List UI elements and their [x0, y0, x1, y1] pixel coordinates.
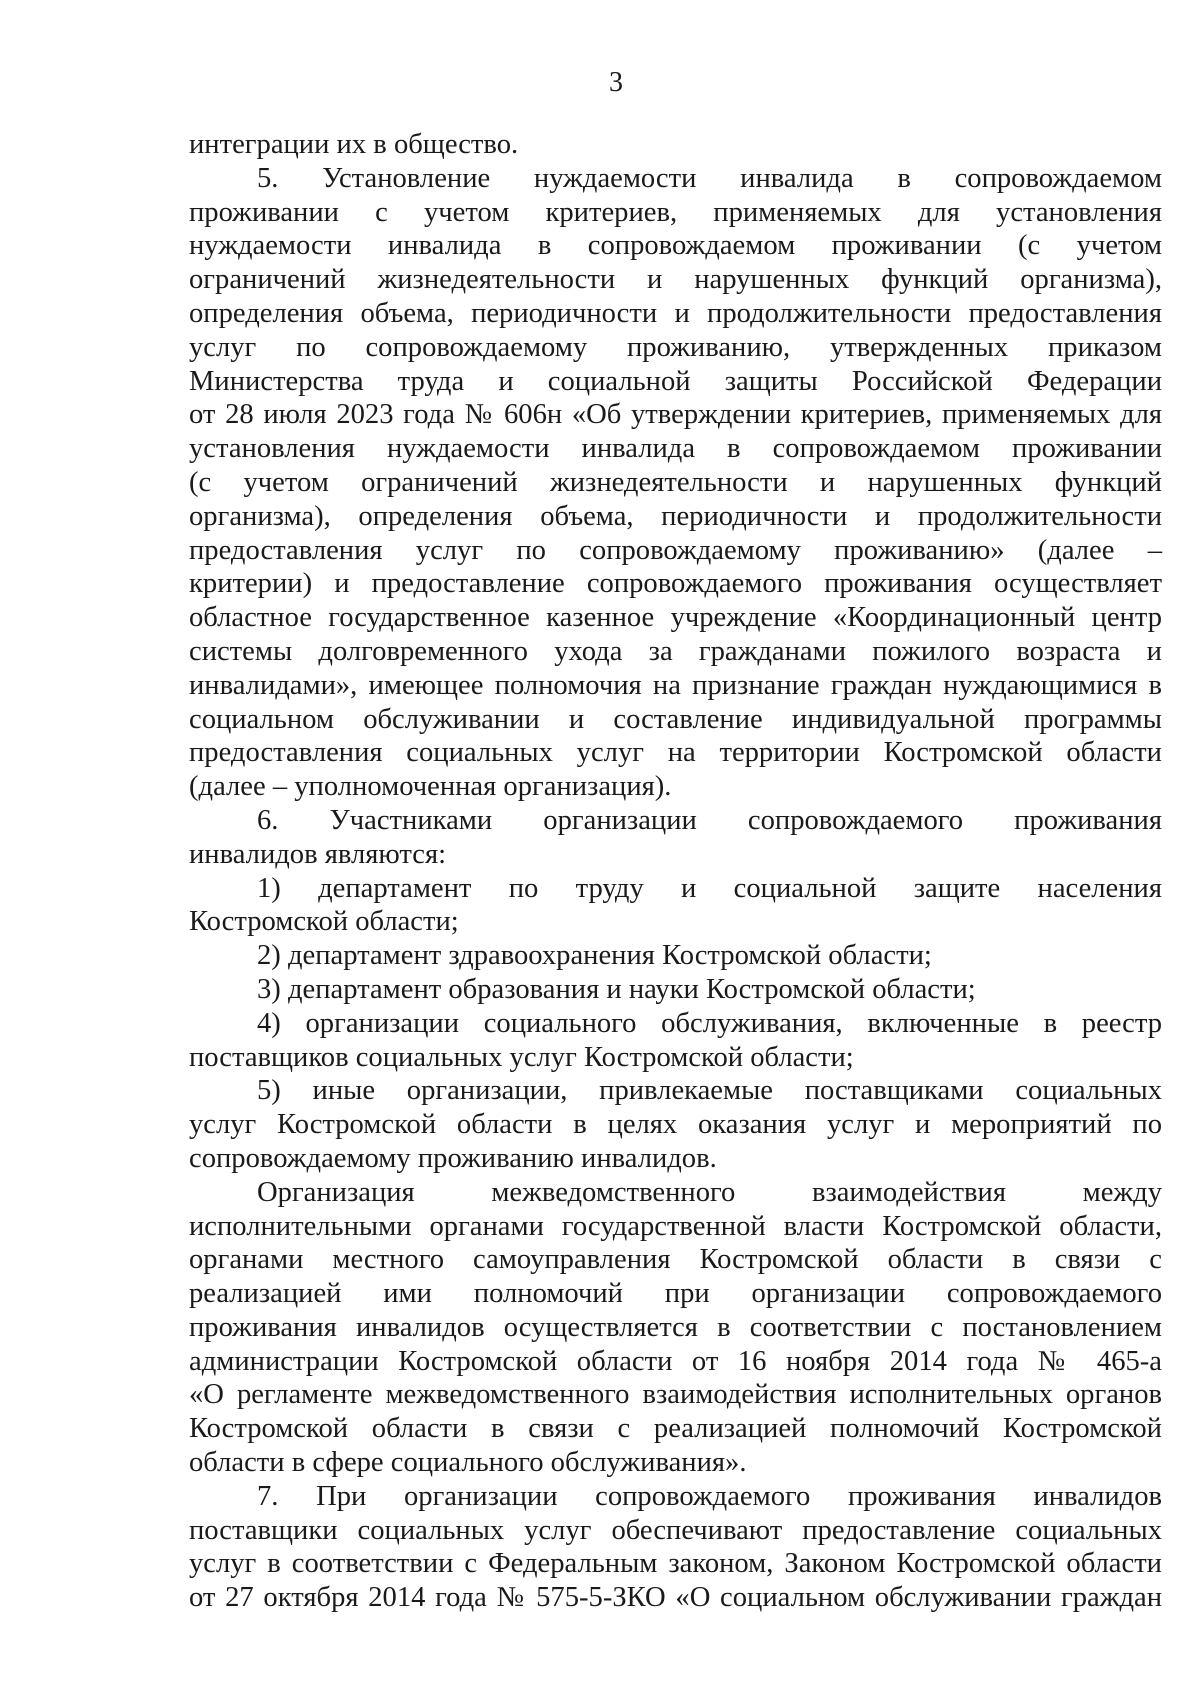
- text-line: «О регламенте межведомственного взаимодействия исполнительных органов: [189, 1379, 1162, 1411]
- text-line: (с учетом ограничений жизнедеятельности и нарушенных функций: [189, 466, 1162, 498]
- text-line: Министерства труда и социальной защиты Российской Федерации: [189, 365, 1162, 397]
- text-line: поставщиков социальных услуг Костромской области;: [189, 1041, 854, 1073]
- text-line: услуг Костромской области в целях оказания услуг и мероприятий по: [189, 1109, 1162, 1141]
- text-line: от 28 июля 2023 года № 606н «Об утверждении критериев, применяемых для: [189, 399, 1162, 431]
- text-line: 5) иные организации, привлекаемые поставщиками социальных: [257, 1075, 1162, 1107]
- text-line: нуждаемости инвалида в сопровождаемом проживании (с учетом: [189, 230, 1162, 262]
- text-line: 7. При организации сопровождаемого проживания инвалидов: [257, 1480, 1162, 1512]
- text-line: предоставления услуг по сопровождаемому проживанию» (далее –: [189, 534, 1162, 566]
- text-line: администрации Костромской области от 16 ноября 2014 года № 465-а: [189, 1345, 1162, 1377]
- text-line: установления нуждаемости инвалида в сопровождаемом проживании: [189, 433, 1162, 465]
- text-line: от 27 октября 2014 года № 575-5-ЗКО «О социальном обслуживании граждан: [189, 1582, 1162, 1614]
- text-line: 4) организации социального обслуживания, включенные в реестр: [257, 1007, 1162, 1039]
- text-line: областное государственное казенное учреждение «Координационный центр: [189, 602, 1162, 634]
- text-line: предоставления социальных услуг на территории Костромской области: [189, 737, 1162, 769]
- text-line: (далее – уполномоченная организация).: [189, 771, 672, 803]
- text-line: услуг по сопровождаемому проживанию, утвержденных приказом: [189, 331, 1162, 363]
- text-line: услуг в соответствии с Федеральным законом, Законом Костромской области: [189, 1548, 1162, 1580]
- text-line: 6. Участниками организации сопровождаемого проживания: [257, 804, 1162, 836]
- text-line: 5. Установление нуждаемости инвалида в сопровождаемом: [257, 162, 1162, 194]
- page-number: 3: [609, 67, 623, 98]
- text-line: критерии) и предоставление сопровождаемого проживания осуществляет: [189, 568, 1162, 600]
- text-line: инвалидами», имеющее полномочия на признание граждан нуждающимися в: [189, 669, 1162, 701]
- text-line: социальном обслуживании и составление индивидуальной программы: [189, 703, 1162, 735]
- text-line: организма), определения объема, периодичности и продолжительности: [189, 500, 1162, 532]
- text-line: исполнительными органами государственной власти Костромской области,: [189, 1210, 1162, 1242]
- text-line: проживании с учетом критериев, применяемых для установления: [189, 196, 1162, 228]
- text-line: Костромской области;: [189, 906, 459, 938]
- document-body: [189, 128, 1162, 1615]
- text-line: интеграции их в общество.: [189, 129, 519, 160]
- text-line: органами местного самоуправления Костромской области в связи с: [189, 1244, 1162, 1276]
- text-line: области в сфере социального обслуживания».: [189, 1447, 747, 1479]
- text-line: Организация межведомственного взаимодействия между: [257, 1176, 1162, 1208]
- text-line: ограничений жизнедеятельности и нарушенных функций организма),: [189, 264, 1162, 296]
- text-line: 3) департамент образования и науки Костромской области;: [257, 973, 976, 1005]
- text-line: определения объема, периодичности и продолжительности предоставления: [189, 297, 1162, 329]
- text-line: сопровождаемому проживанию инвалидов.: [189, 1142, 717, 1174]
- text-line: 2) департамент здравоохранения Костромской области;: [257, 940, 932, 972]
- text-line: 1) департамент по труду и социальной защите населения: [257, 872, 1162, 904]
- text-line: реализацией ими полномочий при организации сопровождаемого: [189, 1278, 1162, 1310]
- text-line: проживания инвалидов осуществляется в соответствии с постановлением: [189, 1311, 1162, 1343]
- text-line: Костромской области в связи с реализацией полномочий Костромской: [189, 1413, 1162, 1445]
- text-line: инвалидов являются:: [189, 838, 447, 870]
- text-line: поставщики социальных услуг обеспечивают предоставление социальных: [189, 1514, 1162, 1546]
- text-line: системы долговременного ухода за гражданами пожилого возраста и: [189, 635, 1162, 667]
